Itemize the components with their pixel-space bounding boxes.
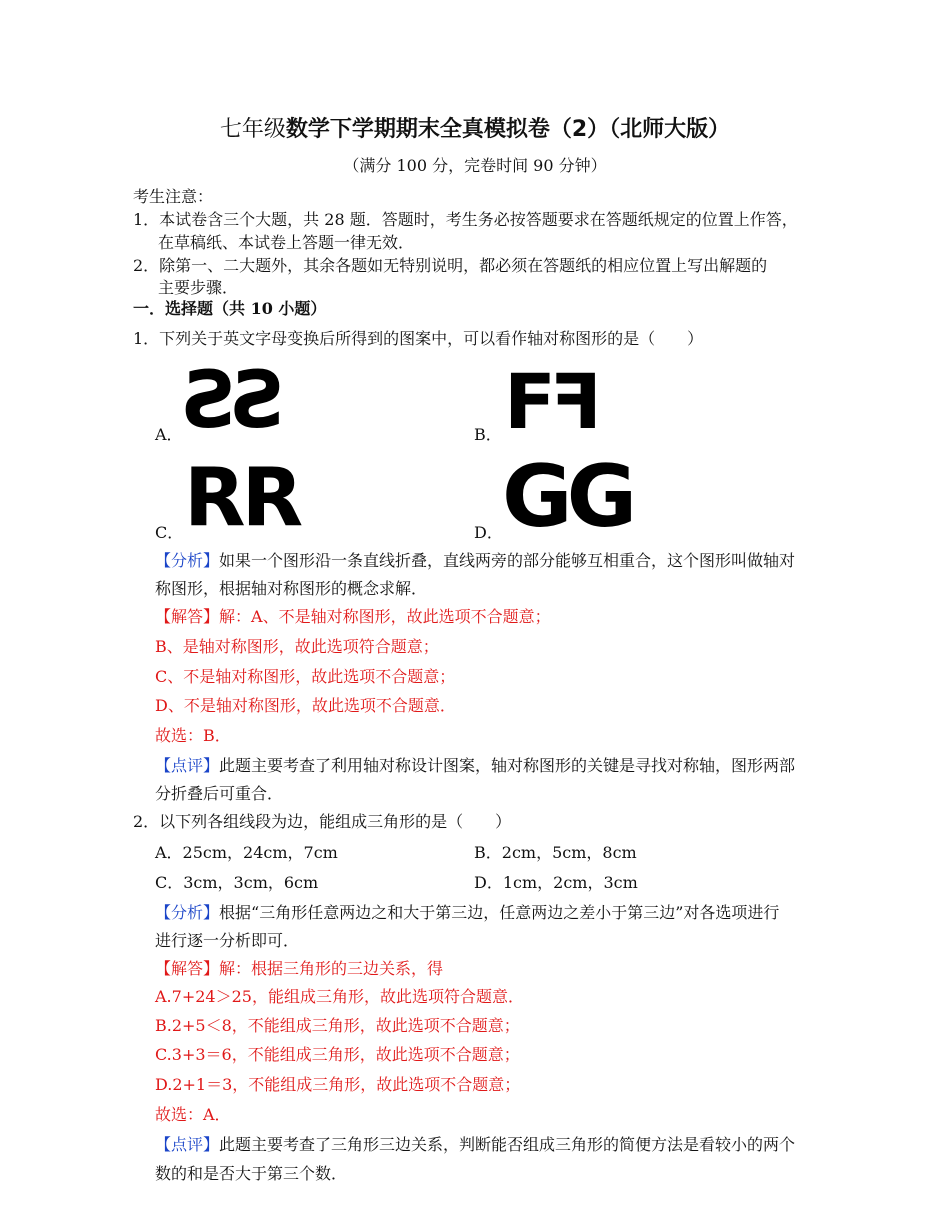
q2-comment-text-1: 此题主要考查了三角形三边关系，判断能否组成三角形的简便方法是看较小的两个 [219,1135,796,1154]
section-heading: 一．选择题（共 10 小题） [133,299,327,318]
q1-option-c-label: C． [155,523,184,542]
q2-answer-tag: 【解答】 [155,959,220,978]
q2-option-c: C．3cm，3cm，6cm [155,873,319,892]
q2-choice: 故选：A． [155,1105,231,1124]
page-title [0,112,950,143]
q1-option-a-label: A． [155,425,183,444]
q2-option-d: D．1cm，2cm，3cm [474,873,638,892]
q1-option-d-label: D． [474,523,503,542]
q1-analysis-line-1 [155,550,795,572]
q1-answer-line-4: D、不是轴对称图形，故此选项不合题意． [155,696,456,715]
q2-answer-line-1 [155,958,443,980]
notice-item-1-line-1: 1．本试卷含三个大题，共 28 题．答题时，考生务必按答题要求在答题纸规定的位置上作答， [133,210,798,229]
q2-answer-line-2: A.7+24＞25，能组成三角形，故此选项符合题意． [155,987,524,1006]
q2-analysis-tag: 【分析】 [155,903,220,922]
q1-answer-tag: 【解答】 [155,607,220,626]
q2-comment-tag: 【点评】 [155,1135,220,1154]
q1-option-b-letter-1: F [504,357,556,446]
q2-comment-line-1 [155,1134,795,1156]
notice-item-1-line-2: 在草稿纸、本试卷上答题一律无效． [158,233,415,252]
q1-option-b-letter-2: F [549,357,602,446]
q2-analysis-line-1 [155,902,779,924]
q1-comment-tag: 【点评】 [155,756,220,775]
q2-answer-line-3: B.2+5＜8，不能组成三角形，故此选项不合题意； [155,1016,520,1035]
notice-item-2-line-1: 2．除第一、二大题外，其余各题如无特别说明，都必须在答题纸的相应位置上写出解题的 [133,256,768,275]
q2-analysis-text-1: 根据“三角形任意两边之和大于第三边，任意两边之差小于第三边”对各选项进行 [219,903,780,922]
q1-answer-text-1: 解：A、不是轴对称图形，故此选项不合题意； [219,607,551,626]
q1-comment-line-2: 分折叠后可重合． [155,784,284,803]
q1-choice: 故选：B． [155,726,231,745]
q2-analysis-line-2: 进行逐一分析即可． [155,931,300,950]
q1-answer-line-3: C、不是轴对称图形，故此选项不合题意； [155,667,456,686]
q1-analysis-tag: 【分析】 [155,551,220,570]
q1-option-b-label: B． [474,425,502,444]
question-1-stem: 1．下列关于英文字母变换后所得到的图案中，可以看作轴对称图形的是（ ） [133,329,704,348]
question-2-stem: 2．以下列各组线段为边，能组成三角形的是（ ） [133,812,512,831]
notice-item-2-line-2: 主要步骤． [158,278,239,297]
q1-answer-line-2: B、是轴对称图形，故此选项符合题意； [155,637,439,656]
q2-answer-line-4: C.3+3＝6，不能组成三角形，故此选项不合题意； [155,1045,520,1064]
q1-analysis-text-1: 如果一个图形沿一条直线折叠，直线两旁的部分能够互相重合，这个图形叫做轴对 [219,551,796,570]
q1-option-c-image: RR [184,451,300,544]
q1-answer-line-1 [155,606,551,628]
notice-heading: 考生注意： [133,187,214,206]
q2-answer-line-5: D.2+1＝3，不能组成三角形，故此选项不合题意； [155,1075,521,1094]
q2-option-b: B．2cm，5cm，8cm [474,843,637,862]
q2-option-a: A．25cm，24cm，7cm [155,843,338,862]
title-grade: 七年级 [219,117,286,142]
page-subtitle: （满分 100 分，完卷时间 90 分钟） [343,156,607,175]
q1-option-b-image [504,357,602,446]
q1-option-a-image: SS [184,356,285,446]
q1-comment-line-1 [155,755,795,777]
q2-answer-text-1: 解：根据三角形的三边关系，得 [219,959,444,978]
title-main: 数学下学期期末全真模拟卷（2）（北师大版） [285,117,731,142]
q1-comment-text-1: 此题主要考查了利用轴对称设计图案，轴对称图形的关键是寻找对称轴，图形两部 [219,756,796,775]
q2-comment-line-2: 数的和是否大于第三个数． [155,1164,348,1183]
q1-analysis-line-2: 称图形，根据轴对称图形的概念求解． [155,579,428,598]
q1-option-d-image: GG [502,447,632,547]
